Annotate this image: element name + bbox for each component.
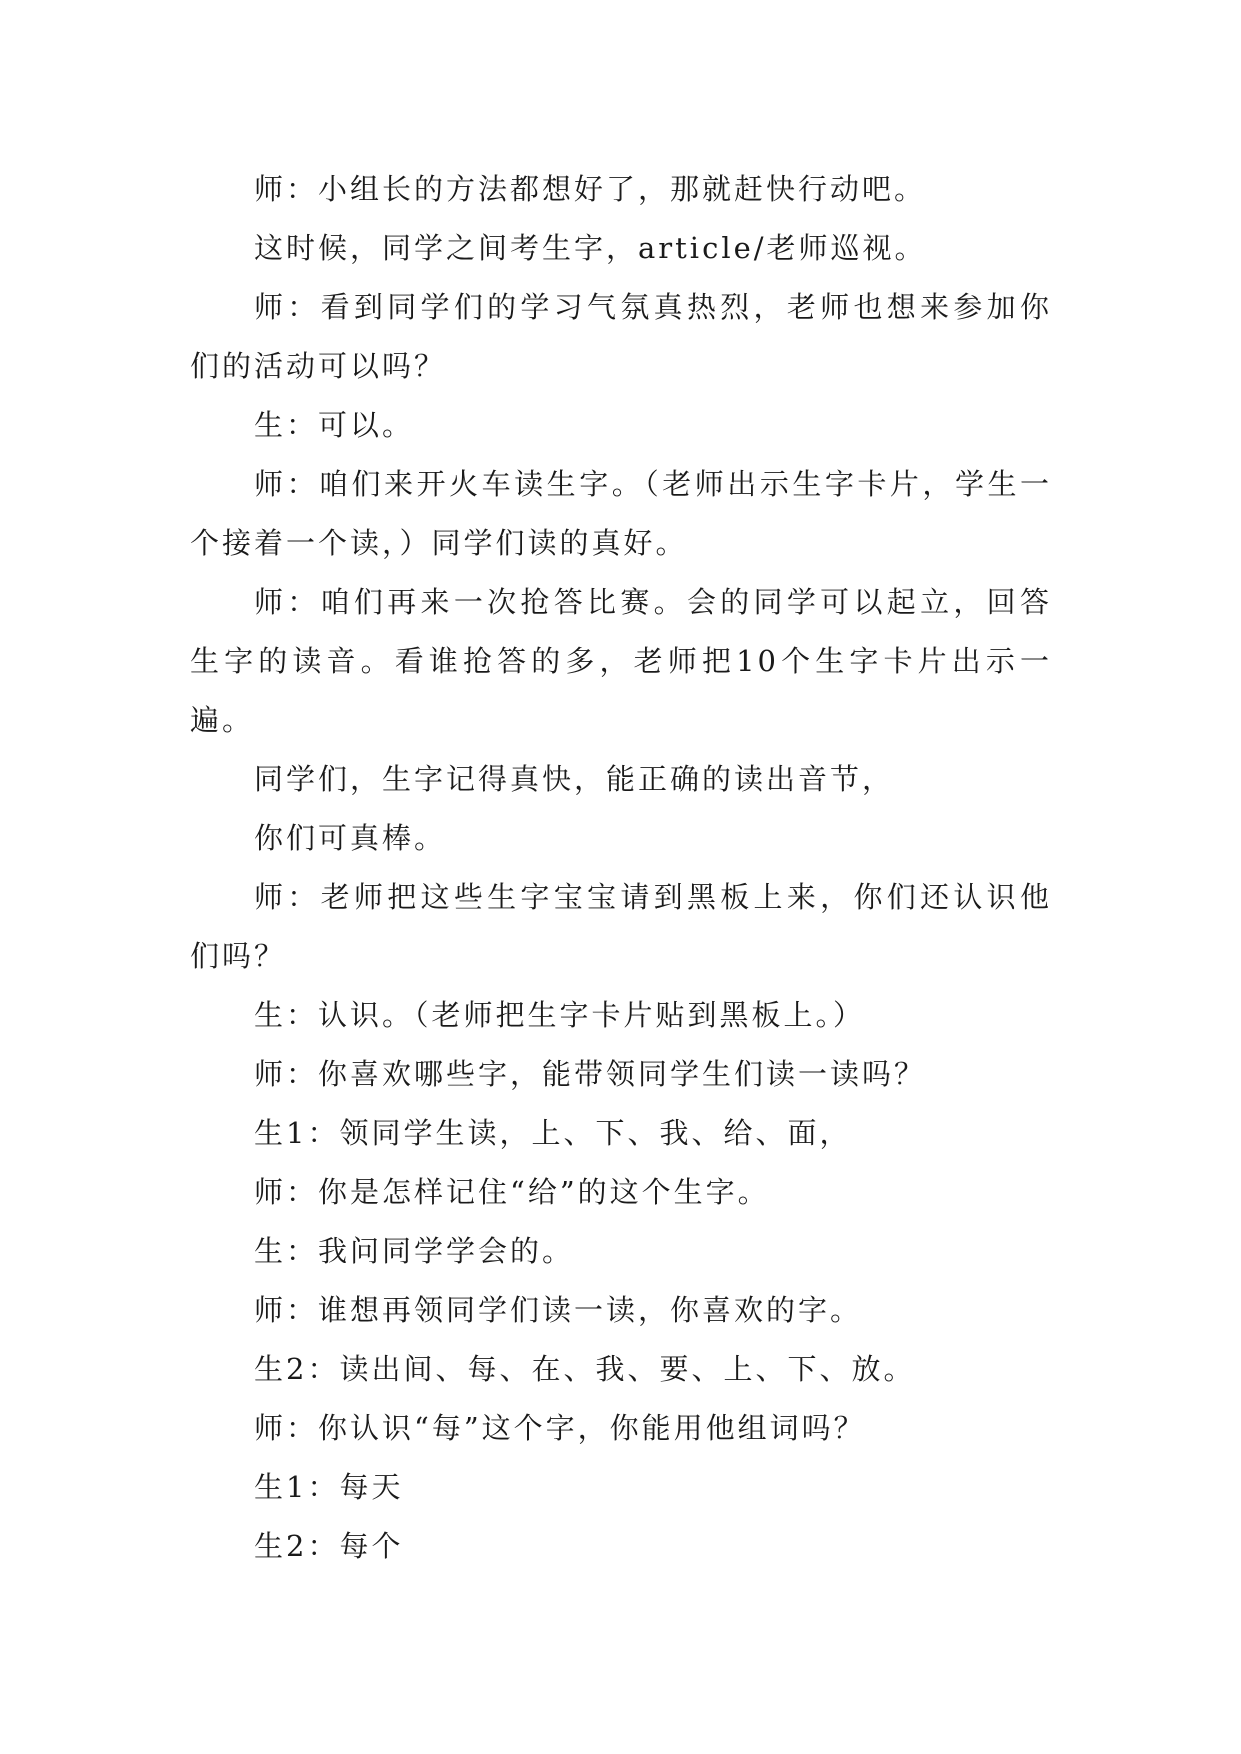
paragraph-8: 你们可真棒。: [254, 821, 447, 855]
document-body: [190, 160, 1052, 1576]
paragraph-4: 生：可以。: [254, 408, 415, 442]
paragraph-7: 同学们，生字记得真快，能正确的读出音节，: [254, 762, 895, 796]
paragraph-9: 师：老师把这些生字宝宝请到黑板上来，你们还认识他们吗？: [190, 880, 1052, 973]
paragraph-12: 生1：领同学生读，上、下、我、给、面，: [254, 1116, 852, 1150]
paragraph-14: 生：我问同学学会的。: [254, 1234, 575, 1268]
paragraph-18: 生1：每天: [254, 1470, 404, 1504]
paragraph-11: 师：你喜欢哪些字，能带领同学生们读一读吗？: [254, 1057, 927, 1091]
paragraph-15: 师：谁想再领同学们读一读，你喜欢的字。: [254, 1293, 863, 1327]
paragraph-10: 生：认识。（老师把生字卡片贴到黑板上。）: [254, 998, 866, 1032]
paragraph-5: 师：咱们来开火车读生字。（老师出示生字卡片，学生一个接着一个读，）同学们读的真好。: [190, 467, 1052, 560]
paragraph-2: 这时候，同学之间考生字，article/老师巡视。: [254, 231, 927, 265]
paragraph-13: 师：你是怎样记住“给”的这个生字。: [254, 1175, 770, 1209]
paragraph-6: 师：咱们再来一次抢答比赛。会的同学可以起立，回答生字的读音。看谁抢答的多，老师把10个生字卡片出示一遍。: [190, 585, 1052, 737]
paragraph-16: 生2：读出间、每、在、我、要、上、下、放。: [254, 1352, 916, 1386]
paragraph-17: 师：你认识“每”这个字，你能用他组词吗？: [254, 1411, 866, 1445]
paragraph-1: 师：小组长的方法都想好了，那就赶快行动吧。: [254, 172, 927, 206]
paragraph-3: 师：看到同学们的学习气氛真热烈，老师也想来参加你们的活动可以吗？: [190, 290, 1052, 383]
paragraph-19: 生2：每个: [254, 1529, 404, 1563]
